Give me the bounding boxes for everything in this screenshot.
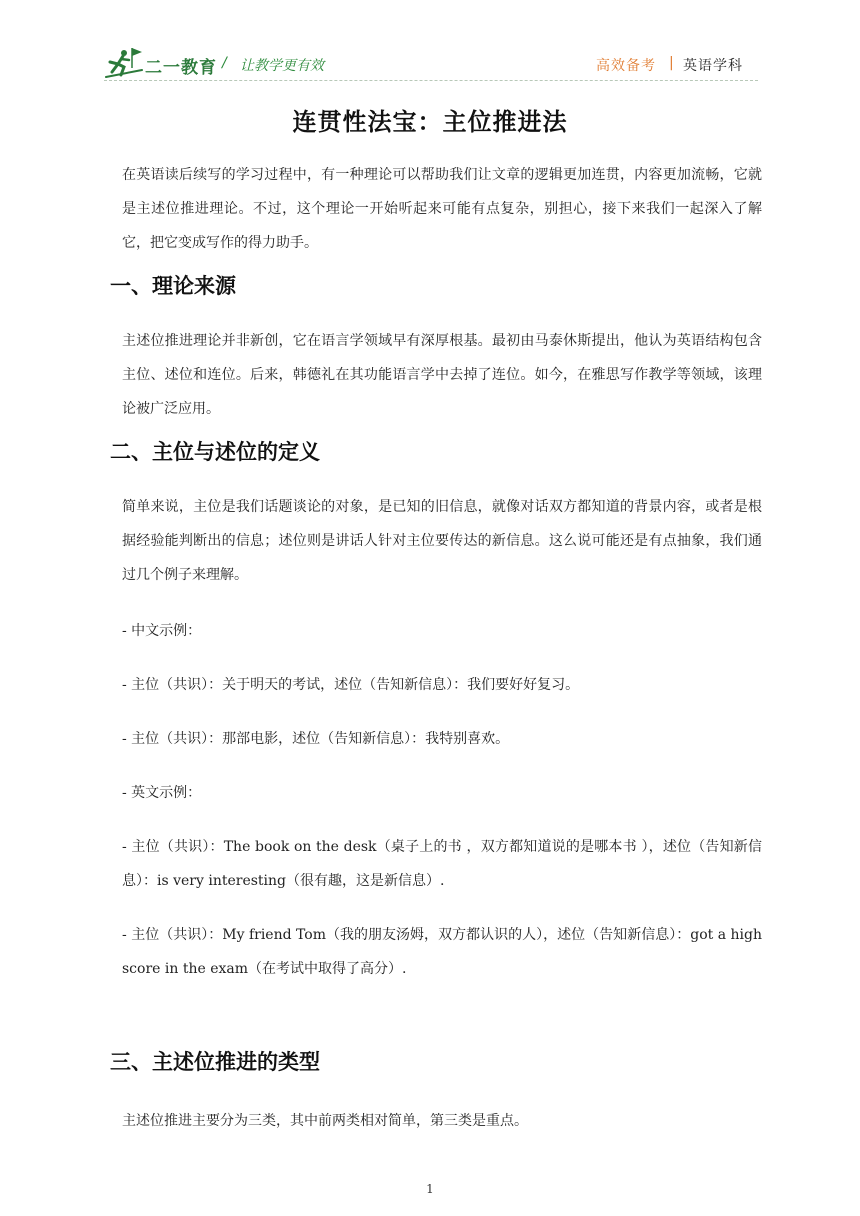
chinese-example-1: - 主位（共识）：关于明天的考试，述位（告知新信息）：我们要好好复习。 xyxy=(122,677,580,693)
chinese-example-label: - 中文示例： xyxy=(122,623,202,639)
subject-label: 英语学科 xyxy=(683,58,743,74)
page-number: 1 xyxy=(426,1182,434,1196)
source-paragraph: 主述位推进理论并非新创，它在语言学领域早有深厚根基。最初由马泰休斯提出，他认为英语结构包含主位、述位和连位。后来，韩德礼在其功能语言学中去掉了连位。如今，在雅思写作教学等领域，该理论被广泛应用。 xyxy=(122,333,762,417)
exam-prep-label: 高效备考 xyxy=(596,58,656,74)
header-divider: | xyxy=(669,55,674,71)
section-heading-source: 一、理论来源 xyxy=(110,274,236,298)
chinese-example-2: - 主位（共识）：那部电影，述位（告知新信息）：我特别喜欢。 xyxy=(122,731,510,747)
slogan: 让教学更有效 xyxy=(240,58,324,74)
logo-text: 二一教育 xyxy=(145,58,217,78)
section-heading-types: 三、主述位推进的类型 xyxy=(110,1050,320,1074)
types-paragraph: 主述位推进主要分为三类，其中前两类相对简单，第三类是重点。 xyxy=(122,1113,528,1129)
english-example-1: - 主位（共识）：The book on the desk（桌子上的书 ，双方都知道说的是哪本书 ），述位（告知新信息）：is very interesting（很有趣，这是新信息）. xyxy=(122,839,762,889)
english-example-label: - 英文示例： xyxy=(122,785,202,801)
intro-paragraph: 在英语读后续写的学习过程中，有一种理论可以帮助我们让文章的逻辑更加连贯，内容更加流畅，它就是主述位推进理论。不过，这个理论一开始听起来可能有点复杂，别担心，接下来我们一起深入了解它，把它变成写作的得力助手。 xyxy=(122,167,762,251)
header-rule xyxy=(104,80,758,81)
page-header xyxy=(0,0,860,90)
definition-paragraph: 简单来说，主位是我们话题谈论的对象，是已知的旧信息，就像对话双方都知道的背景内容，或者是根据经验能判断出的信息；述位则是讲话人针对主位要传达的新信息。这么说可能还是有点抽象，我们通过几个例子来理解。 xyxy=(122,499,762,583)
english-example-2: - 主位（共识）：My friend Tom（我的朋友汤姆，双方都认识的人），述位（告知新信息）：got a high score in the exam（在考试中取得了高分）. xyxy=(122,927,762,977)
runner-flag-icon xyxy=(104,46,144,80)
document-title: 连贯性法宝：主位推进法 xyxy=(292,108,568,136)
section-heading-definition: 二、主位与述位的定义 xyxy=(110,440,320,464)
slogan-separator: / xyxy=(222,55,227,71)
